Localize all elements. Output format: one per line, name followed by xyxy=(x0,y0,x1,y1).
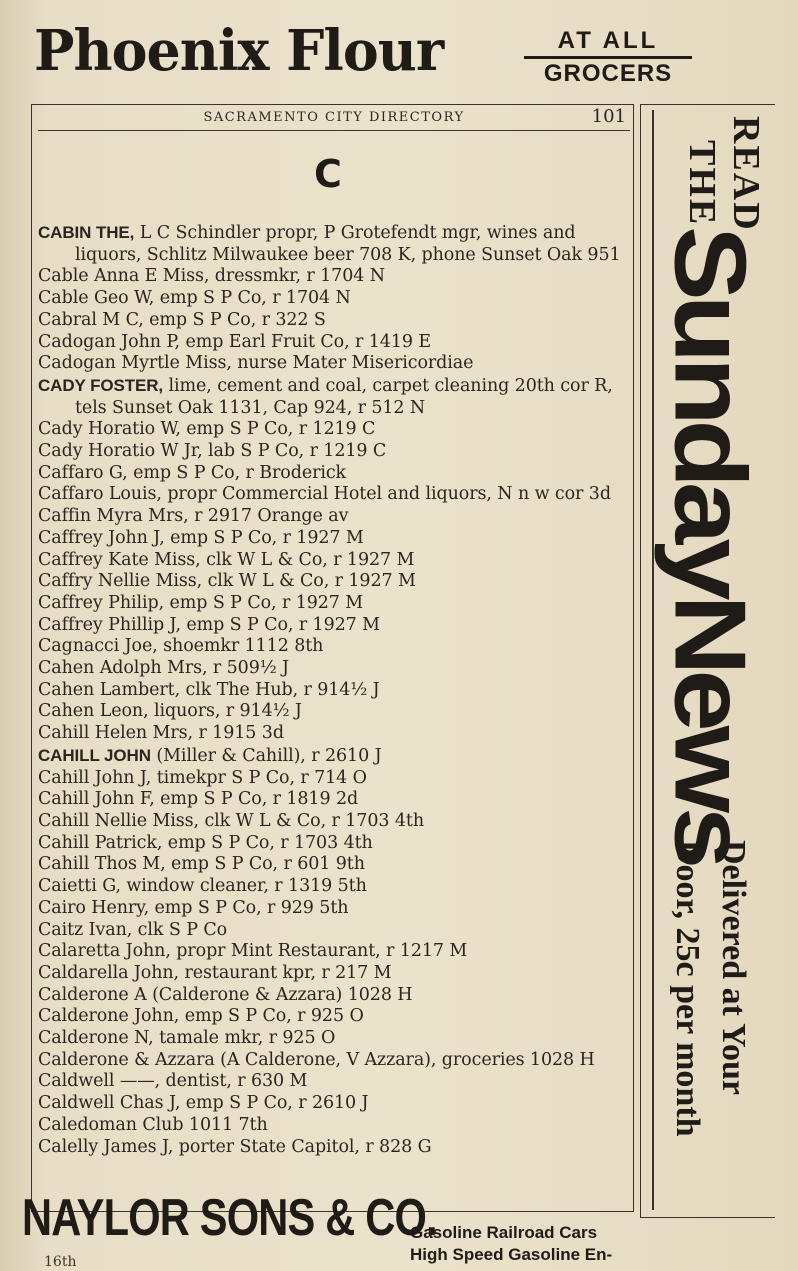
entry-name: Caffin xyxy=(38,506,92,527)
entry-name: Calderone xyxy=(38,1049,129,1070)
directory-entry xyxy=(38,1093,630,1115)
entry-name: CAHILL JOHN xyxy=(38,745,151,765)
top-ad-line1: AT ALL xyxy=(557,27,659,54)
entry-details: Nellie Miss, clk W L & Co, r 1927 M xyxy=(92,571,416,592)
directory-entry xyxy=(38,310,630,332)
side-ad-door: Door, 25c per month xyxy=(669,840,706,1137)
directory-entry xyxy=(38,636,630,658)
entry-name: Calderone xyxy=(38,1028,129,1049)
entry-details: L C Schindler propr, P Grotefendt mgr, wines and liquors, Schlitz Milwaukee beer 708 K, phone Sunset Oak 951 xyxy=(75,223,621,265)
directory-entry xyxy=(38,222,630,266)
directory-entry xyxy=(38,353,630,375)
directory-entry xyxy=(38,811,630,833)
directory-entry xyxy=(38,789,630,811)
entry-details: Thos M, emp S P Co, r 601 9th xyxy=(89,854,365,875)
page-number: 101 xyxy=(591,106,626,127)
entry-name: Cable xyxy=(38,288,89,309)
directory-entry xyxy=(38,723,630,745)
directory-entry xyxy=(38,898,630,920)
entry-details: John J, emp S P Co, r 1927 M xyxy=(102,527,364,548)
top-ad-brand: Phoenix Flour xyxy=(34,18,444,84)
entry-name: Cahen xyxy=(38,658,95,679)
entry-name: Caitz xyxy=(38,919,84,940)
entry-name: Calderone xyxy=(38,984,129,1005)
entry-details: N, tamale mkr, r 925 O xyxy=(128,1028,336,1049)
entry-name: Cady xyxy=(38,419,83,440)
directory-entry xyxy=(38,441,630,463)
directory-entry xyxy=(38,985,630,1007)
directory-entry xyxy=(38,419,630,441)
directory-entry xyxy=(38,463,630,485)
entry-name: Cahill xyxy=(38,810,90,831)
entry-details: G, window cleaner, r 1319 5th xyxy=(96,876,367,897)
entry-details: Club 1011 7th xyxy=(136,1114,268,1135)
directory-entry xyxy=(38,1006,630,1028)
directory-entry xyxy=(38,1115,630,1137)
entry-details: Ivan, clk S P Co xyxy=(83,919,228,940)
entry-details: Horatio W Jr, lab S P Co, r 1219 C xyxy=(82,441,387,462)
entry-name: Cadogan xyxy=(38,353,116,374)
bottom-cut-text: 16th xyxy=(44,1254,77,1270)
directory-entry xyxy=(38,484,630,506)
entry-details: Louis, propr Commercial Hotel and liquors, N n w cor 3d xyxy=(103,484,611,505)
directory-entry xyxy=(38,745,630,768)
directory-entry xyxy=(38,941,630,963)
entry-details: Joe, shoemkr 1112 8th xyxy=(119,636,324,657)
entry-name: CABIN THE, xyxy=(38,223,135,242)
entry-details: Patrick, emp S P Co, r 1703 4th xyxy=(89,832,373,853)
entry-details: Lambert, clk The Hub, r 914½ J xyxy=(94,679,380,700)
directory-entry xyxy=(38,920,630,942)
entry-name: Cady xyxy=(38,441,83,462)
section-letter: C xyxy=(314,152,342,196)
entry-details: Henry, emp S P Co, r 929 5th xyxy=(85,897,349,918)
entry-details: ——, dentist, r 630 M xyxy=(114,1071,308,1092)
directory-entry xyxy=(38,550,630,572)
entry-name: Cahill xyxy=(38,789,90,810)
entry-name: Cahill xyxy=(38,723,90,744)
directory-entries xyxy=(38,222,630,1158)
entry-details: (Miller & Cahill), r 2610 J xyxy=(150,745,382,766)
entry-details: John P, emp Earl Fruit Co, r 1419 E xyxy=(115,331,432,352)
directory-entry xyxy=(38,876,630,898)
running-header xyxy=(38,106,630,131)
entry-name: Caffaro xyxy=(38,462,104,483)
bottom-ad-tag-line1: Gasoline Railroad Cars xyxy=(410,1223,598,1242)
entry-name: Cable xyxy=(38,266,89,287)
entry-details: Chas J, emp S P Co, r 2610 J xyxy=(114,1093,369,1114)
top-ad-rule xyxy=(524,56,692,59)
entry-details: Leon, liquors, r 914½ J xyxy=(94,701,302,722)
entry-details: M C, emp S P Co, r 322 S xyxy=(96,309,326,330)
side-ad-the: THE xyxy=(681,140,723,227)
entry-name: Cahill xyxy=(38,832,90,853)
entry-details: John J, timekpr S P Co, r 714 O xyxy=(89,767,367,788)
directory-entry xyxy=(38,288,630,310)
directory-entry xyxy=(38,1028,630,1050)
entry-name: Caffry xyxy=(38,571,93,592)
entry-details: A (Calderone & Azzara) 1028 H xyxy=(128,984,413,1005)
directory-entry xyxy=(38,332,630,354)
entry-details: John, emp S P Co, r 925 O xyxy=(128,1006,364,1027)
entry-name: Calelly xyxy=(38,1136,99,1157)
entry-name: Caietti xyxy=(38,876,97,897)
entry-name: Caffrey xyxy=(38,592,103,613)
entry-name: Cahill xyxy=(38,767,90,788)
directory-entry xyxy=(38,1050,630,1072)
entry-details: & Azzara (A Calderone, V Azzara), groceries 1028 H xyxy=(128,1049,595,1070)
running-head-title: SACRAMENTO CITY DIRECTORY xyxy=(203,110,465,125)
entry-details: John, propr Mint Restaurant, r 1217 M xyxy=(120,941,468,962)
directory-entry xyxy=(38,571,630,593)
entry-details: Geo W, emp S P Co, r 1704 N xyxy=(88,288,351,309)
directory-entry xyxy=(38,701,630,723)
entry-details: Myra Mrs, r 2917 Orange av xyxy=(91,506,349,527)
bottom-ad-brand: NAYLOR SONS & CO. xyxy=(22,1189,437,1247)
side-ad-read: READ xyxy=(725,116,767,232)
entry-name: Calaretta xyxy=(38,941,121,962)
entry-name: Cairo xyxy=(38,897,86,918)
entry-name: Cadogan xyxy=(38,331,116,352)
entry-name: Caffrey xyxy=(38,614,103,635)
entry-details: Myrtle Miss, nurse Mater Misericordiae xyxy=(115,353,474,374)
entry-name: Calderone xyxy=(38,1006,129,1027)
entry-details: James J, porter State Capitol, r 828 G xyxy=(98,1136,432,1157)
directory-entry xyxy=(38,1071,630,1093)
top-ad-slogan xyxy=(524,28,692,87)
directory-entry xyxy=(38,963,630,985)
entry-name: Cahill xyxy=(38,854,90,875)
entry-details: John, restaurant kpr, r 217 M xyxy=(128,962,392,983)
entry-details: John F, emp S P Co, r 1819 2d xyxy=(89,789,359,810)
directory-entry xyxy=(38,615,630,637)
side-ad-paper-name: SundayNews xyxy=(653,226,767,864)
entry-name: Caffaro xyxy=(38,484,104,505)
directory-entry xyxy=(38,768,630,790)
entry-name: Caledoman xyxy=(38,1114,137,1135)
entry-name: Caldarella xyxy=(38,962,129,983)
directory-entry xyxy=(38,593,630,615)
entry-details: Nellie Miss, clk W L & Co, r 1703 4th xyxy=(89,810,424,831)
directory-entry xyxy=(38,375,630,419)
top-ad-line2: GROCERS xyxy=(543,60,673,87)
entry-details: Kate Miss, clk W L & Co, r 1927 M xyxy=(102,549,415,570)
directory-entry xyxy=(38,528,630,550)
entry-details: Horatio W, emp S P Co, r 1219 C xyxy=(82,419,376,440)
bottom-ad-tagline xyxy=(410,1222,612,1266)
directory-entry xyxy=(38,854,630,876)
entry-details: G, emp S P Co, r Broderick xyxy=(103,462,347,483)
entry-name: Caffrey xyxy=(38,549,103,570)
entry-details: Phillip J, emp S P Co, r 1927 M xyxy=(102,614,380,635)
directory-entry xyxy=(38,658,630,680)
entry-details: Anna E Miss, dressmkr, r 1704 N xyxy=(88,266,385,287)
entry-name: Cahen xyxy=(38,701,95,722)
directory-entry xyxy=(38,506,630,528)
directory-entry xyxy=(38,266,630,288)
entry-name: Caldwell xyxy=(38,1071,115,1092)
directory-entry xyxy=(38,833,630,855)
directory-entry xyxy=(38,680,630,702)
entry-name: Cahen xyxy=(38,679,95,700)
entry-details: Adolph Mrs, r 509½ J xyxy=(94,658,289,679)
entry-name: Cagnacci xyxy=(38,636,120,657)
entry-name: Caffrey xyxy=(38,527,103,548)
entry-name: CADY FOSTER, xyxy=(38,375,164,395)
entry-name: Cabral xyxy=(38,309,97,330)
entry-details: Philip, emp S P Co, r 1927 M xyxy=(102,592,364,613)
entry-details: lime, cement and coal, carpet cleaning 20th cor R, tels Sunset Oak 1131, Cap 924, r 512 N xyxy=(75,375,613,418)
bottom-ad-tag-line2: High Speed Gasoline En- xyxy=(410,1245,613,1264)
entry-details: Helen Mrs, r 1915 3d xyxy=(89,723,284,744)
entry-name: Caldwell xyxy=(38,1093,115,1114)
directory-entry xyxy=(38,1137,630,1159)
side-ad-delivered: Delivered at Your xyxy=(715,840,752,1095)
